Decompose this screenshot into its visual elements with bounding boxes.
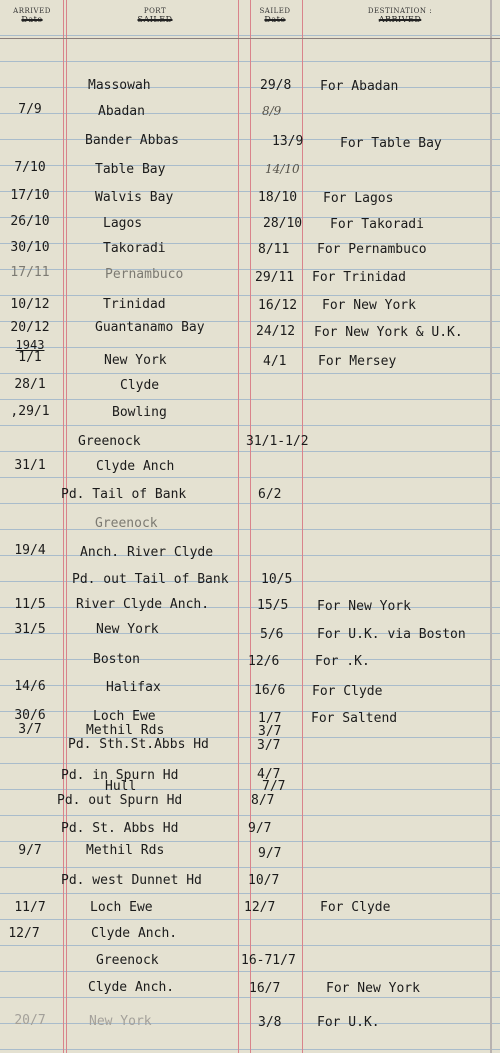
port-cell: Methil Rds <box>86 723 165 738</box>
port-cell: River Clyde Anch. <box>76 597 210 612</box>
destination-cell: For Saltend <box>311 711 398 726</box>
arrived-cell: 12/7 <box>8 926 40 941</box>
destination-cell: For Abadan <box>320 79 399 94</box>
sailed-cell: 28/10 <box>263 216 303 231</box>
arrived-header-label: ARRIVED <box>13 7 51 15</box>
arrived-cell: 26/10 <box>10 214 50 229</box>
column-rule <box>238 0 239 1053</box>
port-cell: Halifax <box>106 680 161 695</box>
port-cell: Table Bay <box>95 162 166 177</box>
port-cell: Pernambuco <box>105 267 184 282</box>
arrived-cell: 28/1 <box>14 377 46 392</box>
destination-cell: For Table Bay <box>340 136 442 151</box>
port-cell: Trinidad <box>103 297 166 312</box>
port-cell: Clyde Anch. <box>88 980 175 995</box>
port-cell: Hull <box>105 779 137 794</box>
sailed-cell: 18/10 <box>258 190 298 205</box>
port-cell: Bander Abbas <box>85 133 179 148</box>
destination-header-struck: ARRIVED <box>378 15 422 24</box>
sailed-cell: 8/9 <box>262 104 282 118</box>
port-cell: New York <box>96 622 159 637</box>
port-cell: Methil Rds <box>86 843 165 858</box>
destination-cell: For Mersey <box>318 354 397 369</box>
arrived-cell: 10/12 <box>10 297 50 312</box>
arrived-cell: 31/5 <box>14 622 46 637</box>
column-rule <box>66 0 67 1053</box>
sailed-cell: 16-71/7 <box>241 953 296 968</box>
sailed-cell: 8/7 <box>251 793 275 808</box>
port-cell: Pd. Tail of Bank <box>61 487 187 502</box>
destination-cell: For Takoradi <box>330 217 424 232</box>
port-cell: Pd. Sth.St.Abbs Hd <box>68 737 209 752</box>
sailed-header-struck: Date <box>264 15 286 24</box>
arrived-cell: 14/6 <box>14 679 46 694</box>
port-cell: Massowah <box>88 78 151 93</box>
destination-cell: For New York <box>322 298 416 313</box>
port-cell: Anch. River Clyde <box>80 545 214 560</box>
arrived-cell: ,29/1 <box>10 404 50 419</box>
sailed-cell: 9/7 <box>258 846 282 861</box>
port-cell: Pd. St. Abbs Hd <box>61 821 179 836</box>
port-cell: Takoradi <box>103 241 166 256</box>
arrived-cell: 17/11 <box>10 265 50 280</box>
sailed-cell: 10/5 <box>261 572 293 587</box>
arrived-cell: 20/7 <box>14 1013 46 1028</box>
column-rule <box>250 0 251 1053</box>
arrived-cell: 20/12 <box>10 320 50 335</box>
port-cell: Pd. in Spurn Hd <box>61 768 179 783</box>
port-cell: Clyde <box>120 378 160 393</box>
port-header-label: PORT <box>143 7 167 15</box>
destination-cell: For U.K. via Boston <box>317 627 466 642</box>
port-cell: Pd. out Tail of Bank <box>72 572 229 587</box>
sailed-cell: 4/7 <box>257 767 281 782</box>
year-cell: 1943 <box>15 338 45 352</box>
port-cell: Greenock <box>95 516 158 531</box>
sailed-cell: 8/11 <box>258 242 290 257</box>
arrived-cell: 30/10 <box>10 240 50 255</box>
sailed-cell: 16/12 <box>258 298 298 313</box>
port-cell: Loch Ewe <box>90 900 153 915</box>
sailed-cell: 15/5 <box>257 598 289 613</box>
port-cell: Abadan <box>98 104 145 119</box>
port-cell: Clyde Anch. <box>91 926 178 941</box>
sailed-cell: 12/7 <box>244 900 276 915</box>
port-cell: Greenock <box>78 434 141 449</box>
sailed-cell: 6/2 <box>258 487 282 502</box>
destination-cell: For New York <box>317 599 411 614</box>
destination-cell: For Clyde <box>312 684 383 699</box>
destination-cell: For New York & U.K. <box>314 325 463 340</box>
ledger-header <box>0 0 500 39</box>
destination-cell: For Pernambuco <box>317 242 427 257</box>
sailed-cell: 16/6 <box>254 683 286 698</box>
port-cell: Guantanamo Bay <box>95 320 205 335</box>
sailed-cell: 3/7 <box>257 738 281 753</box>
destination-cell: For Clyde <box>320 900 391 915</box>
arrived-cell: 3/7 <box>18 722 42 737</box>
port-header-struck: SAILED <box>137 15 173 24</box>
sailed-cell: 3/7 <box>258 724 282 739</box>
destination-cell: For Lagos <box>323 191 394 206</box>
sailed-cell: 16/7 <box>249 981 281 996</box>
sailed-cell: 10/7 <box>248 873 280 888</box>
port-cell: Walvis Bay <box>95 190 174 205</box>
port-cell: Loch Ewe <box>93 709 156 724</box>
sailed-cell: 3/8 <box>258 1015 282 1030</box>
destination-header-label: DESTINATION : <box>367 7 433 15</box>
port-cell: Pd. west Dunnet Hd <box>61 873 202 888</box>
port-cell: New York <box>104 353 167 368</box>
sailed-header-label: SAILED <box>259 7 291 15</box>
sailed-cell: 12/6 <box>248 654 280 669</box>
arrived-cell: 30/6 <box>14 708 46 723</box>
arrived-cell: 7/10 <box>14 160 46 175</box>
port-header <box>110 7 200 24</box>
port-cell: Greenock <box>96 953 159 968</box>
port-cell: Boston <box>93 652 140 667</box>
port-cell: New York <box>89 1014 152 1029</box>
destination-cell: For .K. <box>315 654 370 669</box>
destination-header <box>352 7 448 24</box>
sailed-cell: 13/9 <box>272 134 304 149</box>
sailed-cell: 7/7 <box>262 779 286 794</box>
arrived-cell: 11/7 <box>14 900 46 915</box>
sailed-cell: 5/6 <box>260 627 284 642</box>
arrived-cell: 31/1 <box>14 458 46 473</box>
arrived-header-struck: Date <box>21 15 43 24</box>
port-cell: Pd. out Spurn Hd <box>57 793 183 808</box>
destination-cell: For U.K. <box>317 1015 380 1030</box>
arrived-cell: 17/10 <box>10 188 50 203</box>
arrived-cell: 11/5 <box>14 597 46 612</box>
port-cell: Lagos <box>103 216 143 231</box>
arrived-cell: 9/7 <box>18 843 42 858</box>
arrived-cell: 19/4 <box>14 543 46 558</box>
column-rule <box>302 0 303 1053</box>
sailed-cell: 31/1-1/2 <box>246 434 309 449</box>
sailed-cell: 29/8 <box>260 78 292 93</box>
arrived-cell: 1/1 <box>18 350 42 365</box>
page-edge-rule <box>490 0 492 1053</box>
destination-cell: For Trinidad <box>312 270 406 285</box>
column-rule <box>63 0 64 1053</box>
sailed-cell: 24/12 <box>256 324 296 339</box>
sailed-cell: 9/7 <box>248 821 272 836</box>
sailed-cell: 4/1 <box>263 354 287 369</box>
arrived-cell: 7/9 <box>18 102 42 117</box>
sailed-cell: 1/7 <box>258 711 282 726</box>
port-cell: Clyde Anch <box>96 459 175 474</box>
sailed-header <box>250 7 300 24</box>
destination-cell: For New York <box>326 981 420 996</box>
arrived-header <box>4 7 60 24</box>
port-cell: Bowling <box>112 405 167 420</box>
sailed-cell: 29/11 <box>255 270 295 285</box>
sailed-cell: 14/10 <box>265 162 300 176</box>
